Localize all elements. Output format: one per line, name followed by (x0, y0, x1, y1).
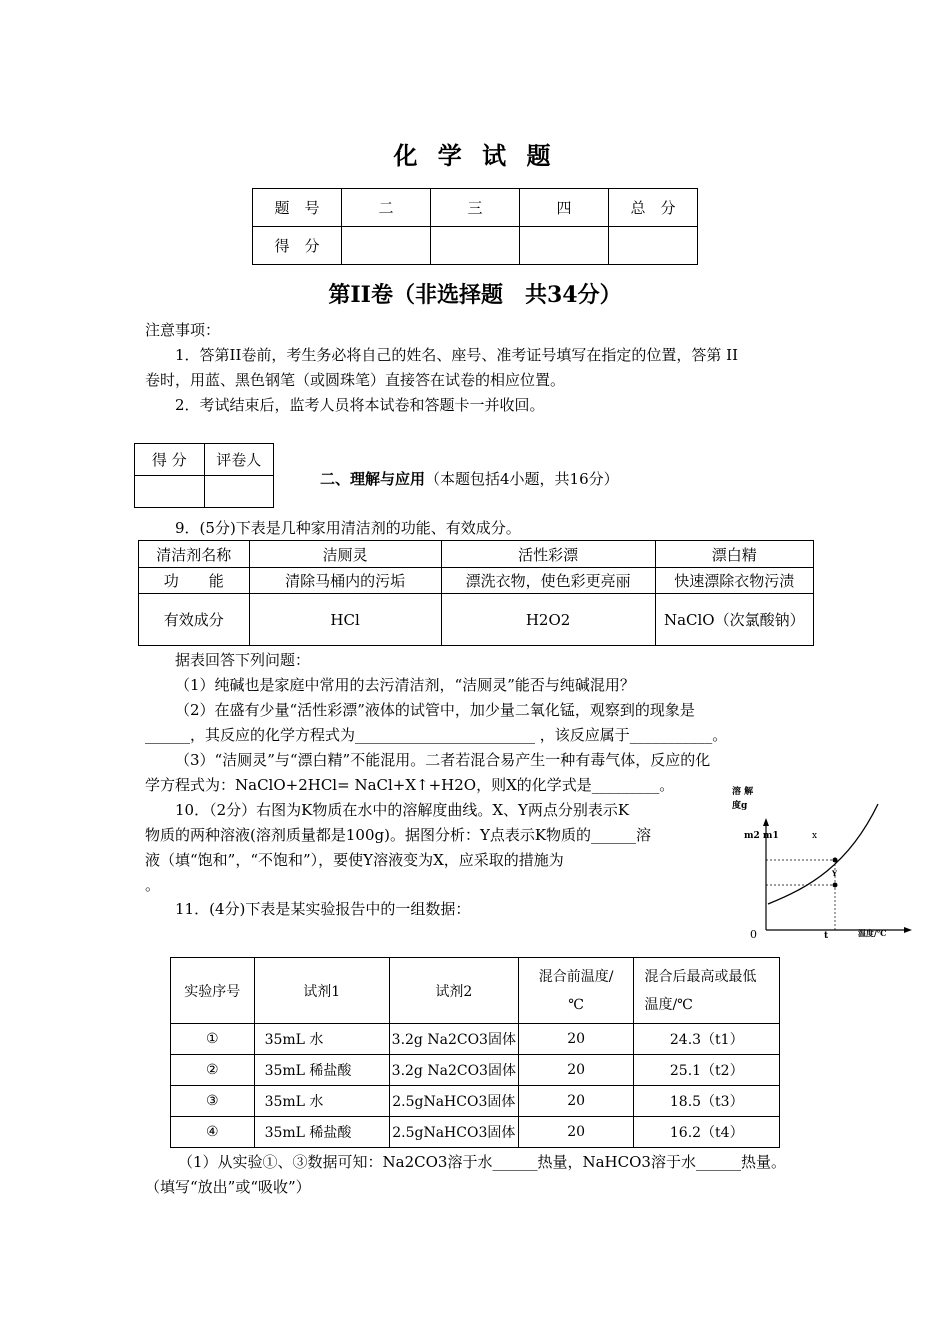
graph-point-x-label: x (812, 831, 818, 841)
graph-xlabel: 温度/℃ (858, 928, 887, 938)
q11-table (170, 957, 780, 1148)
q11-cell: ① (171, 1024, 255, 1055)
grader-name-label: 评卷人 (204, 444, 274, 476)
part-heading (320, 467, 619, 491)
graph-x-arrow (904, 927, 912, 933)
notice-heading: 注意事项： (145, 321, 221, 339)
q9-sub3-cont: 学方程式为：NaClO+2HCl= NaCl+X↑+H2O，则X的化学式是_________。 (145, 776, 675, 794)
q11-cell: ② (171, 1055, 255, 1086)
q9-cell: 清除马桶内的污垢 (249, 568, 441, 594)
q11-cell: 20 (518, 1024, 634, 1055)
q9-sub2-cont: ______，其反应的化学方程式为________________________ ，该反应属于___________。 (145, 726, 728, 744)
score-header: 三 (431, 189, 520, 227)
q11-header: 试剂1 (254, 958, 389, 1024)
q11-cell: ④ (171, 1117, 255, 1148)
q11-stem: 11．(4分)下表是某实验报告中的一组数据： (175, 900, 471, 918)
notice-item: 卷时，用蓝、黑色钢笔（或圆珠笔）直接答在试卷的相应位置。 (145, 371, 566, 389)
score-cell[interactable] (520, 227, 609, 265)
q11-sub1: （1）从实验①、③数据可知：Na2CO3溶于水______热量，NaHCO3溶于水______热量。 (178, 1153, 786, 1171)
section-title: 第II卷（非选择题 共34分） (328, 282, 622, 308)
graph-point-y (833, 883, 838, 888)
grader-box (134, 443, 274, 508)
graph-x-tick: t (824, 931, 829, 941)
q11-cell: 20 (518, 1117, 634, 1148)
q10-line: 10．（2分）右图为K物质在水中的溶解度曲线。X、Y两点分别表示K (175, 801, 630, 819)
score-cell[interactable] (609, 227, 698, 265)
q11-cell: 20 (518, 1055, 634, 1086)
graph-point-x (833, 858, 838, 863)
q11-cell: 35mL 水 (254, 1024, 389, 1055)
q11-sub1-cont: （填写“放出”或“吸收”） (145, 1178, 311, 1196)
q11-cell: ③ (171, 1086, 255, 1117)
q9-formula: H2O2 (525, 610, 571, 629)
q11-cell: 35mL 稀盐酸 (254, 1055, 389, 1086)
q9-intro: 据表回答下列问题： (175, 651, 311, 669)
q9-cell: 漂白精 (655, 541, 813, 568)
q11-cell: 3.2g Na2CO3固体 (389, 1055, 518, 1086)
q11-header: 试剂2 (389, 958, 518, 1024)
q10-line: 。 (145, 876, 161, 894)
score-header: 四 (520, 189, 609, 227)
q9-cell: 活性彩漂 (441, 541, 655, 568)
notice-item: 1．答第II卷前，考生务必将自己的姓名、座号、准考证号填写在指定的位置，答第 II (175, 346, 739, 364)
q9-cell: 清洁剂名称 (139, 541, 250, 568)
q9-cell: NaClO（次氯酸钠） (655, 594, 813, 646)
q9-cell: 有效成分 (139, 594, 250, 646)
q11-cell: 35mL 稀盐酸 (254, 1117, 389, 1148)
page-title: 化 学 试 题 (393, 141, 557, 170)
q11-cell: 18.5（t3） (634, 1086, 780, 1117)
q9-sub2: （2）在盛有少量“活性彩漂”液体的试管中，加少量二氧化锰，观察到的现象是 (175, 701, 695, 719)
q11-cell: 20 (518, 1086, 634, 1117)
q10-line: 液（填“饱和”，“不饱和”），要使Y溶液变为X，应采取的措施为 (145, 851, 564, 869)
q9-stem: 9．(5分)下表是几种家用清洁剂的功能、有效成分。 (175, 519, 521, 537)
q9-cell: 快速漂除衣物污渍 (655, 568, 813, 594)
score-header: 二 (342, 189, 431, 227)
grader-name-cell[interactable] (204, 476, 274, 508)
q11-cell: 2.5gNaHCO3固体 (389, 1117, 518, 1148)
q9-sub1: （1）纯碱也是家庭中常用的去污清洁剂，“洁厕灵”能否与纯碱混用？ (175, 676, 635, 694)
q11-cell: 24.3（t1） (634, 1024, 780, 1055)
q11-header: 混合前温度/℃ (518, 958, 634, 1024)
q11-cell: 3.2g Na2CO3固体 (389, 1024, 518, 1055)
solubility-curve (768, 804, 878, 904)
part-note: （本题包括4小题，共16分） (425, 470, 619, 488)
graph-m-labels: m2 m1 (744, 831, 779, 841)
q11-header: 混合后最高或最低温度/℃ (634, 958, 780, 1024)
q11-cell: 2.5gNaHCO3固体 (389, 1086, 518, 1117)
q9-cell: 洁厕灵 (249, 541, 441, 568)
graph-point-y-label: Y (832, 869, 837, 878)
graph-origin: 0 (750, 928, 757, 941)
q11-header: 实验序号 (171, 958, 255, 1024)
score-header: 题 号 (253, 189, 342, 227)
part-title: 二、理解与应用 (320, 470, 426, 488)
q9-cell: 漂洗衣物，使色彩更亮丽 (441, 568, 655, 594)
notice-item: 2．考试结束后，监考人员将本试卷和答题卡一并收回。 (175, 396, 545, 414)
q9-cell: 功 能 (139, 568, 250, 594)
score-cell[interactable] (342, 227, 431, 265)
grader-score-cell[interactable] (135, 476, 205, 508)
graph-ylabel-top: 溶 解 (732, 787, 754, 797)
q9-table (138, 540, 814, 646)
score-row-label: 得 分 (253, 227, 342, 265)
solubility-graph (730, 778, 920, 948)
graph-ylabel-bottom: 度g (732, 801, 748, 811)
score-header: 总 分 (609, 189, 698, 227)
q10-line: 物质的两种溶液(溶剂质量都是100g)。据图分析：Y点表示K物质的______溶 (145, 826, 652, 844)
score-table (252, 188, 698, 265)
grader-score-label: 得 分 (135, 444, 205, 476)
q9-sub3: （3）“洁厕灵”与“漂白精”不能混用。二者若混合易产生一种有毒气体，反应的化 (175, 751, 711, 769)
q11-cell: 35mL 水 (254, 1086, 389, 1117)
q11-cell: 25.1（t2） (634, 1055, 780, 1086)
graph-y-arrow (763, 818, 769, 826)
q9-cell (441, 594, 655, 646)
q9-cell: HCl (249, 594, 441, 646)
q11-cell: 16.2（t4） (634, 1117, 780, 1148)
score-cell[interactable] (431, 227, 520, 265)
